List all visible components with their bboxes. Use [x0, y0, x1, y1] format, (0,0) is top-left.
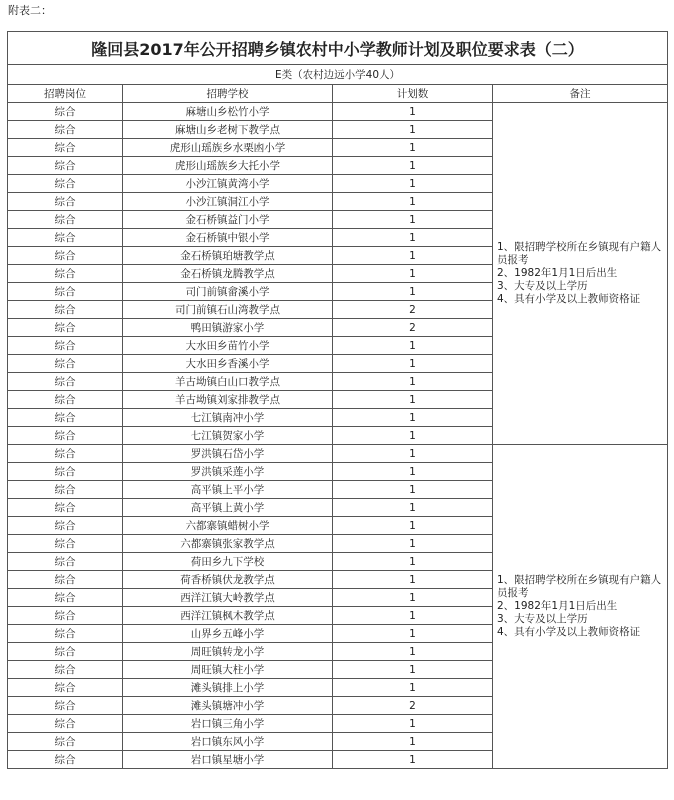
quota-cell: 1 — [333, 355, 493, 373]
quota-cell: 1 — [333, 733, 493, 751]
school-cell: 司门前镇畲溪小学 — [123, 283, 333, 301]
position-cell: 综合 — [8, 535, 123, 553]
quota-cell: 1 — [333, 211, 493, 229]
position-cell: 综合 — [8, 373, 123, 391]
quota-cell: 1 — [333, 607, 493, 625]
quota-cell: 1 — [333, 589, 493, 607]
position-cell: 综合 — [8, 211, 123, 229]
position-cell: 综合 — [8, 121, 123, 139]
quota-cell: 2 — [333, 319, 493, 337]
table-body — [8, 103, 668, 769]
quota-cell: 1 — [333, 661, 493, 679]
note-line: 1、限招聘学校所在乡镇现有户籍人员报考 — [497, 241, 662, 266]
table-row — [8, 445, 668, 463]
note-line: 1、限招聘学校所在乡镇现有户籍人员报考 — [497, 574, 662, 599]
position-cell: 综合 — [8, 607, 123, 625]
position-cell: 综合 — [8, 661, 123, 679]
school-cell: 虎形山瑶族乡大托小学 — [123, 157, 333, 175]
school-cell: 岩口镇星塘小学 — [123, 751, 333, 769]
quota-cell: 1 — [333, 427, 493, 445]
school-cell: 高平镇上黄小学 — [123, 499, 333, 517]
quota-cell: 1 — [333, 247, 493, 265]
note-line: 3、大专及以上学历 — [497, 613, 588, 625]
header-school: 招聘学校 — [123, 85, 333, 103]
school-cell: 六都寨镇张家教学点 — [123, 535, 333, 553]
position-cell: 综合 — [8, 139, 123, 157]
school-cell: 小沙江镇黄湾小学 — [123, 175, 333, 193]
school-cell: 金石桥镇益门小学 — [123, 211, 333, 229]
position-cell: 综合 — [8, 319, 123, 337]
position-cell: 综合 — [8, 697, 123, 715]
position-cell: 综合 — [8, 175, 123, 193]
school-cell: 七江镇南冲小学 — [123, 409, 333, 427]
position-cell: 综合 — [8, 715, 123, 733]
school-cell: 六都寨镇蜡树小学 — [123, 517, 333, 535]
quota-cell: 2 — [333, 301, 493, 319]
note-line: 4、具有小学及以上教师资格证 — [497, 293, 641, 305]
quota-cell: 1 — [333, 139, 493, 157]
quota-cell: 1 — [333, 751, 493, 769]
school-cell: 羊古坳镇刘家排教学点 — [123, 391, 333, 409]
school-cell: 西洋江镇大岭教学点 — [123, 589, 333, 607]
note-line: 4、具有小学及以上教师资格证 — [497, 626, 641, 638]
header-quota: 计划数 — [333, 85, 493, 103]
quota-cell: 1 — [333, 157, 493, 175]
position-cell: 综合 — [8, 193, 123, 211]
school-cell: 虎形山瑶族乡水栗凼小学 — [123, 139, 333, 157]
position-cell: 综合 — [8, 589, 123, 607]
position-cell: 综合 — [8, 265, 123, 283]
school-cell: 西洋江镇枫木教学点 — [123, 607, 333, 625]
school-cell: 大水田乡香溪小学 — [123, 355, 333, 373]
school-cell: 小沙江镇洞江小学 — [123, 193, 333, 211]
position-cell: 综合 — [8, 553, 123, 571]
school-cell: 高平镇上平小学 — [123, 481, 333, 499]
school-cell: 岩口镇东风小学 — [123, 733, 333, 751]
school-cell: 罗洪镇石岱小学 — [123, 445, 333, 463]
school-cell: 司门前镇石山湾教学点 — [123, 301, 333, 319]
school-cell: 滩头镇塘冲小学 — [123, 697, 333, 715]
position-cell: 综合 — [8, 751, 123, 769]
school-cell: 金石桥镇中银小学 — [123, 229, 333, 247]
position-cell: 综合 — [8, 625, 123, 643]
quota-cell: 1 — [333, 121, 493, 139]
position-cell: 综合 — [8, 103, 123, 121]
note-line: 2、1982年1月1日后出生 — [497, 600, 618, 612]
position-cell: 综合 — [8, 499, 123, 517]
school-cell: 周旺镇大柱小学 — [123, 661, 333, 679]
position-cell: 综合 — [8, 643, 123, 661]
quota-cell: 1 — [333, 103, 493, 121]
school-cell: 山界乡五峰小学 — [123, 625, 333, 643]
quota-cell: 1 — [333, 679, 493, 697]
recruitment-table — [7, 31, 668, 769]
position-cell: 综合 — [8, 409, 123, 427]
school-cell: 金石桥镇珀塘教学点 — [123, 247, 333, 265]
school-cell: 大水田乡苗竹小学 — [123, 337, 333, 355]
quota-cell: 1 — [333, 391, 493, 409]
quota-cell: 1 — [333, 625, 493, 643]
header-notes: 备注 — [493, 85, 668, 103]
quota-cell: 1 — [333, 481, 493, 499]
quota-cell: 1 — [333, 337, 493, 355]
position-cell: 综合 — [8, 517, 123, 535]
header-position: 招聘岗位 — [8, 85, 123, 103]
position-cell: 综合 — [8, 283, 123, 301]
quota-cell: 1 — [333, 571, 493, 589]
position-cell: 综合 — [8, 463, 123, 481]
position-cell: 综合 — [8, 337, 123, 355]
quota-cell: 2 — [333, 697, 493, 715]
quota-cell: 1 — [333, 445, 493, 463]
position-cell: 综合 — [8, 445, 123, 463]
quota-cell: 1 — [333, 283, 493, 301]
category-label: E类（农村边远小学40人） — [8, 65, 668, 85]
quota-cell: 1 — [333, 229, 493, 247]
position-cell: 综合 — [8, 247, 123, 265]
table-title: 隆回县2017年公开招聘乡镇农村中小学教师计划及职位要求表（二） — [8, 32, 668, 65]
quota-cell: 1 — [333, 517, 493, 535]
position-cell: 综合 — [8, 229, 123, 247]
school-cell: 荷田乡九下学校 — [123, 553, 333, 571]
school-cell: 七江镇贺家小学 — [123, 427, 333, 445]
position-cell: 综合 — [8, 355, 123, 373]
school-cell: 金石桥镇龙腾教学点 — [123, 265, 333, 283]
attachment-label: 附表二： — [8, 4, 52, 17]
school-cell: 滩头镇排上小学 — [123, 679, 333, 697]
school-cell: 麻塘山乡老树下教学点 — [123, 121, 333, 139]
school-cell: 岩口镇三角小学 — [123, 715, 333, 733]
position-cell: 综合 — [8, 571, 123, 589]
table-row — [8, 103, 668, 121]
school-cell: 羊古坳镇白山口教学点 — [123, 373, 333, 391]
position-cell: 综合 — [8, 157, 123, 175]
quota-cell: 1 — [333, 193, 493, 211]
notes-cell — [493, 445, 668, 769]
notes-cell — [493, 103, 668, 445]
position-cell: 综合 — [8, 427, 123, 445]
quota-cell: 1 — [333, 715, 493, 733]
note-line: 3、大专及以上学历 — [497, 280, 588, 292]
quota-cell: 1 — [333, 499, 493, 517]
position-cell: 综合 — [8, 679, 123, 697]
quota-cell: 1 — [333, 409, 493, 427]
quota-cell: 1 — [333, 373, 493, 391]
position-cell: 综合 — [8, 391, 123, 409]
quota-cell: 1 — [333, 175, 493, 193]
note-line: 2、1982年1月1日后出生 — [497, 267, 618, 279]
quota-cell: 1 — [333, 643, 493, 661]
school-cell: 罗洪镇采莲小学 — [123, 463, 333, 481]
quota-cell: 1 — [333, 535, 493, 553]
quota-cell: 1 — [333, 265, 493, 283]
position-cell: 综合 — [8, 481, 123, 499]
school-cell: 荷香桥镇伏龙教学点 — [123, 571, 333, 589]
school-cell: 麻塘山乡松竹小学 — [123, 103, 333, 121]
school-cell: 周旺镇转龙小学 — [123, 643, 333, 661]
position-cell: 综合 — [8, 733, 123, 751]
position-cell: 综合 — [8, 301, 123, 319]
quota-cell: 1 — [333, 553, 493, 571]
school-cell: 鸭田镇游家小学 — [123, 319, 333, 337]
quota-cell: 1 — [333, 463, 493, 481]
